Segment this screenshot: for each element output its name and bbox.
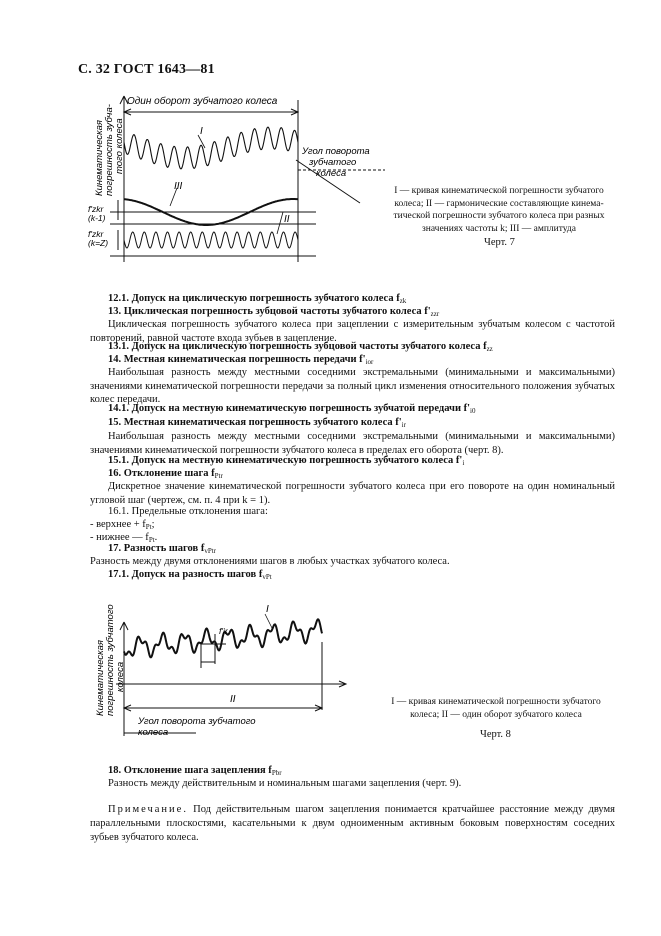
section-16-body: Дискретное значение кинематической погрешности зубчатого колеса при его повороте на один номинальный угловой шаг (чертеж, см. п. 4 при k = 1).	[90, 481, 615, 506]
section-15-1: 15.1. Допуск на местную кинематическую погрешность зубчатого колеса $f'_i$	[108, 455, 465, 467]
fig8-curve-ii-label: II	[230, 694, 236, 705]
kinematic-error-curve	[124, 127, 298, 169]
fig8-y-label-1: Кинематическая	[95, 640, 106, 716]
caption-line: колеса; II — один оборот зубчатого колеса	[410, 709, 582, 720]
section-13: 13. Циклическая погрешность зубцовой частоты зубчатого колеса $f'_{zzr}$	[108, 306, 440, 318]
fzkr-label-2: f'zkr	[88, 229, 104, 239]
fzkr-label-1: f'zkr	[88, 204, 104, 214]
section-16-1: 16.1. Предельные отклонения шага:	[108, 506, 268, 517]
section-18-body: Разность между действительным и номинальным шагами зацепления (черт. 9).	[108, 778, 462, 789]
lower-deviation: - нижнее — $f_{Pt}$.	[90, 532, 158, 544]
section-17-body: Разность между двумя отклонениями шагов в любых участках зубчатого колеса.	[90, 556, 450, 567]
note-word: Примечание.	[108, 804, 188, 815]
curve-iii-label: III	[174, 181, 183, 192]
note-body: Под действительным шагом зацепления понимается кратчайшее расстояние между двумя параллельными плоскостями, касательными к двум одноименным активным боковым поверхностям соседних зубьев зубчатого колеса.	[90, 804, 615, 843]
figure-8-number: Черт. 8	[480, 729, 511, 740]
section-14-1: 14.1. Допуск на местную кинематическую погрешность зубчатой передачи $f'_{i0}$	[108, 403, 476, 415]
upper-deviation: - верхнее + $f_{Pt}$;	[90, 519, 155, 531]
section-13-body: Циклическая погрешность зубчатого колеса при зацеплении с измерительным зубчатым колесом с частотой повторений, равной частоте входа зубьев в зацепление.	[90, 319, 615, 344]
fig8-curve-i-label: I	[266, 604, 269, 615]
fig8-y-label-2: погрешность зубчатого	[105, 604, 116, 716]
caption-line: I — кривая кинематической погрешности зубчатого	[394, 186, 604, 196]
section-14-body: Наибольшая разность между местными соседними экстремальными (минимальными и максимальными) значениями кинематической погрешности передачи за полный цикл изменения относительного положения зубчатых колес передачи.	[90, 367, 615, 405]
figure-8	[0, 590, 661, 750]
angle-label-3: колеса	[316, 168, 347, 179]
figure-8-caption	[380, 696, 612, 721]
k1-label: (k-1)	[88, 213, 106, 223]
section-18: 18. Отклонение шага зацепления $f_{Pbr}$	[108, 765, 282, 777]
section-16: 16. Отклонение шага $f_{Ptr}$	[108, 468, 223, 480]
caption-line: значениях частоты k; III — амплитуда	[422, 223, 576, 234]
fig8-angle-label-2: колеса	[138, 727, 169, 738]
kinematic-error-curve-fig8	[124, 619, 322, 657]
fig8-angle-label-1: Угол поворота зубчатого	[138, 716, 256, 727]
caption-line: тической погрешности зубчатого колеса при разных	[393, 211, 605, 221]
section-15: 15. Местная кинематическая погрешность зубчатого колеса $f'_{ir}$	[108, 417, 406, 429]
y-label-2: погрешность зубча-	[104, 104, 115, 196]
section-13-1: 13.1. Допуск на циклическую погрешность зубцовой частоты зубчатого колеса $f_{zz}$	[108, 341, 493, 353]
section-17: 17. Разность шагов $f_{vPtr}$	[108, 543, 217, 555]
fig8-y-label-3: колеса	[115, 661, 126, 692]
section-14: 14. Местная кинематическая погрешность передачи $f'_{ior}$	[108, 354, 374, 366]
y-label-1: Кинематическая	[94, 120, 105, 196]
figure-7	[0, 0, 661, 300]
angle-label-2: зубчатого	[309, 157, 357, 168]
section-12-1: 12.1. Допуск на циклическую погрешность зубчатого колеса $f_{zk}$	[108, 293, 407, 305]
page-header: С. 32 ГОСТ 1643—81	[78, 62, 215, 77]
kz-label: (k=Z)	[88, 238, 109, 248]
curve-ii-label: II	[284, 214, 290, 225]
fir-label: f'ir	[219, 626, 228, 636]
note-paragraph	[90, 803, 615, 845]
section-17-1: 17.1. Допуск на разность шагов $f_{vPt}$	[108, 569, 272, 581]
one-revolution-label: Один оборот зубчатого колеса	[127, 96, 278, 107]
harmonic-high-curve	[124, 232, 298, 248]
caption-line: I — кривая кинематической погрешности зубчатого	[391, 697, 601, 707]
y-label-3: того колеса	[114, 118, 125, 174]
section-15-body: Наибольшая разность между местными соседними экстремальными (минимальными и максимальными) значениями кинематической погрешности зубчатого колеса в пределах его оборота (черт. 8).	[90, 431, 615, 456]
caption-line: колеса; II — гармонические составляющие кинема-	[394, 198, 604, 209]
figure-7-number: Черт. 7	[484, 237, 515, 248]
figure-7-caption	[383, 185, 615, 235]
angle-label-1: Угол поворота	[302, 146, 370, 157]
curve-i-label: I	[200, 126, 203, 137]
